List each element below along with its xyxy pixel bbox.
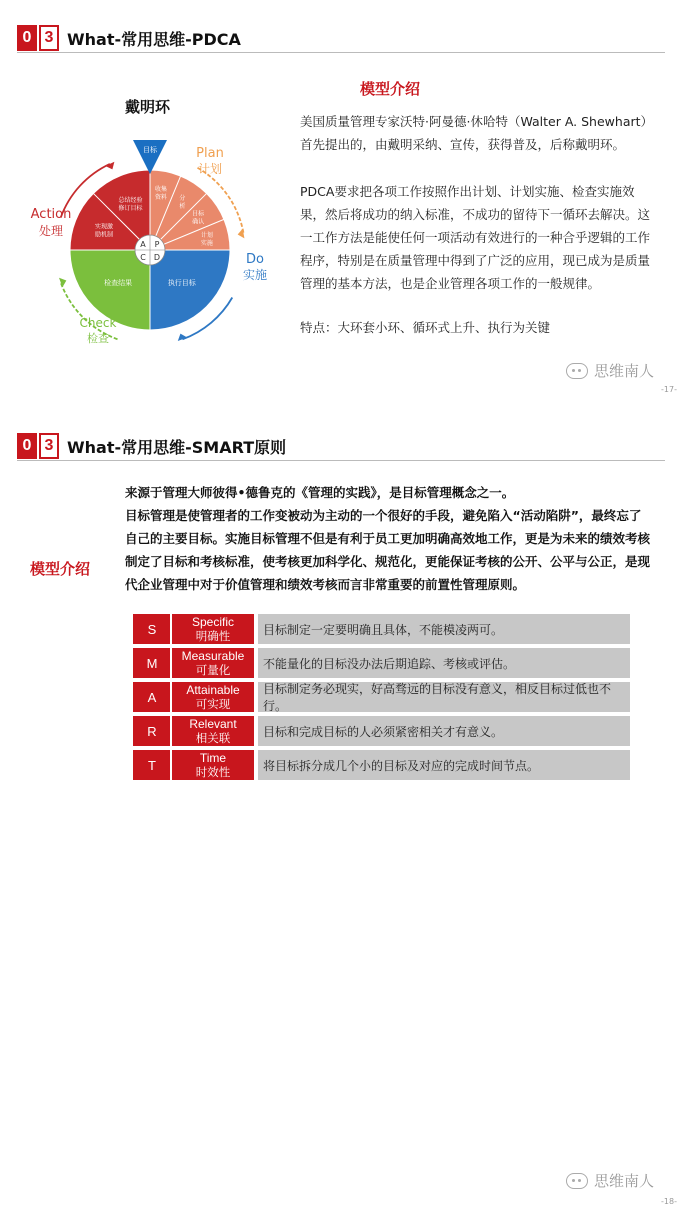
do-label-en: Do <box>246 252 264 267</box>
do-quadrant <box>150 250 230 330</box>
target-pointer-label: 目标 <box>143 146 157 154</box>
row-letter: T <box>133 750 171 780</box>
wechat-icon <box>566 1173 588 1189</box>
action-step-label: 实现激 <box>94 223 113 231</box>
description-line: 目标管理是使管理者的工作变被动为主动的一个很好的手段，避免陷入“活动陷阱”，最终忘了 <box>125 508 642 523</box>
check-label-cn: 检查 <box>87 332 109 345</box>
row-description: 不能量化的目标没办法后期追踪、考核或评估。 <box>258 648 630 678</box>
row-letter: A <box>133 682 171 712</box>
row-name <box>170 716 254 746</box>
watermark <box>566 360 654 381</box>
smart-row-s <box>130 614 630 644</box>
row-description: 目标制定一定要明确且具体，不能模凌两可。 <box>258 614 630 644</box>
page-number: -17- <box>661 385 677 394</box>
action-label-cn: 处理 <box>38 224 64 238</box>
watermark-text: 思维南人 <box>594 362 655 380</box>
plan-step-label: 计划 <box>200 231 213 239</box>
model-intro-title: 模型介绍 <box>30 560 91 578</box>
action-step-label: 励机制 <box>94 231 113 239</box>
smart-row-t <box>130 750 630 780</box>
section-header <box>17 24 241 52</box>
plan-label-cn: 计划 <box>197 162 223 176</box>
do-label-cn: 实施 <box>242 268 268 282</box>
description-line: 代企业管理中对于价值管理和绩效考核而言非常重要的前置性管理原则。 <box>125 577 526 592</box>
plan-step-label: 资料 <box>155 194 168 202</box>
do-arrow-head <box>178 334 187 341</box>
section-title: What-常用思维-PDCA <box>67 29 241 49</box>
header-divider <box>17 460 665 461</box>
description-line: 制定了目标和考核标准，使考核更加科学化、规范化，更能保证考核的公开、公平与公正，是现 <box>125 554 651 569</box>
intro-paragraph-2: PDCA要求把各项工作按照作出计划、计划实施、检查实施效果，然后将成功的纳入标准，不成功的留待下一循环去解决。这一工作方法是能使任何一项活动有效进行的一种合乎逻辑的工作程序，特别是在质量管理中得到了广泛的应用，现已成为是质量管理的基本方法，也是企业管理各项工作的一般规律。 <box>300 184 651 291</box>
check-arrow-head <box>59 278 66 287</box>
row-name-en: Time <box>199 751 227 765</box>
row-letter: R <box>133 716 171 746</box>
row-description: 目标制定务必现实，好高骛远的目标没有意义，相反目标过低也不行。 <box>258 682 630 712</box>
wechat-icon <box>566 363 588 379</box>
smart-section <box>0 408 677 1206</box>
pdca-section <box>0 0 676 400</box>
smart-row-m <box>130 648 630 678</box>
plan-step-label: 分 <box>179 194 186 202</box>
plan-step-label: 确认 <box>192 218 205 226</box>
plan-label-en: Plan <box>196 146 224 161</box>
row-name <box>170 648 254 678</box>
action-arrow-head <box>105 162 114 170</box>
row-letter: M <box>133 648 171 678</box>
plan-step-label: 析 <box>179 202 186 210</box>
smart-row-a <box>130 682 630 712</box>
smart-row-r <box>130 716 630 746</box>
section-number-digit-1: 0 <box>17 25 37 51</box>
description-line: 来源于管理大师彼得•德鲁克的《管理的实践》，是目标管理概念之一。 <box>125 485 515 500</box>
header-divider <box>17 52 665 53</box>
section-number-digit-1: 0 <box>17 433 37 459</box>
features-paragraph: 特点：大环套小环、循环式上升、执行为关键 <box>300 320 551 335</box>
row-name-en: Attainable <box>186 683 240 697</box>
center-letter: D <box>153 253 161 262</box>
row-name-cn: 可实现 <box>195 697 231 711</box>
row-name-en: Relevant <box>189 717 237 731</box>
watermark <box>566 1170 654 1191</box>
row-name-cn: 时效性 <box>195 765 231 779</box>
plan-step-label: 实施 <box>200 239 213 247</box>
center-letter: C <box>140 253 146 262</box>
row-letter: S <box>133 614 171 644</box>
section-number-digit-2: 3 <box>39 433 59 459</box>
pdca-cycle-diagram <box>25 135 280 365</box>
section-title: What-常用思维-SMART原则 <box>67 437 287 457</box>
plan-step-label: 收集 <box>155 186 168 194</box>
cycle-title: 戴明环 <box>125 98 171 116</box>
check-step-label: 检查结果 <box>104 278 133 287</box>
description-line: 自己的主要目标。实施目标管理不但是有利于员工更加明确高效地工作，更是为未来的绩效考核 <box>125 531 651 546</box>
smart-description <box>125 481 665 596</box>
row-name-cn: 明确性 <box>195 629 231 643</box>
row-name <box>170 682 254 712</box>
action-label-en: Action <box>30 207 72 222</box>
check-label-en: Check <box>79 316 117 330</box>
row-name <box>170 614 254 644</box>
model-intro-title: 模型介绍 <box>360 80 421 98</box>
section-number-digit-2: 3 <box>39 25 59 51</box>
center-letter: P <box>154 240 160 249</box>
watermark-text: 思维南人 <box>594 1172 655 1190</box>
row-name-en: Specific <box>191 615 235 629</box>
row-name-cn: 可量化 <box>195 663 231 677</box>
plan-step-label: 目标 <box>192 210 205 218</box>
center-letter: A <box>140 240 146 249</box>
row-name-en: Measurable <box>181 649 245 663</box>
section-header <box>17 432 286 460</box>
row-name <box>170 750 254 780</box>
row-description: 将目标拆分成几个小的目标及对应的完成时间节点。 <box>258 750 630 780</box>
page-number: -18- <box>661 1197 677 1206</box>
row-name-cn: 相关联 <box>195 731 231 745</box>
action-step-label: 总结经验 <box>118 196 143 204</box>
row-description: 目标和完成目标的人必须紧密相关才有意义。 <box>258 716 630 746</box>
intro-paragraph-1: 美国质量管理专家沃特·阿曼德·休哈特（Walter A. Shewhart）首先提出的，由戴明采纳、宣传，获得普及，后称戴明环。 <box>300 114 647 152</box>
action-step-label: 修订目标 <box>118 204 143 212</box>
do-step-label: 执行目标 <box>167 278 196 287</box>
